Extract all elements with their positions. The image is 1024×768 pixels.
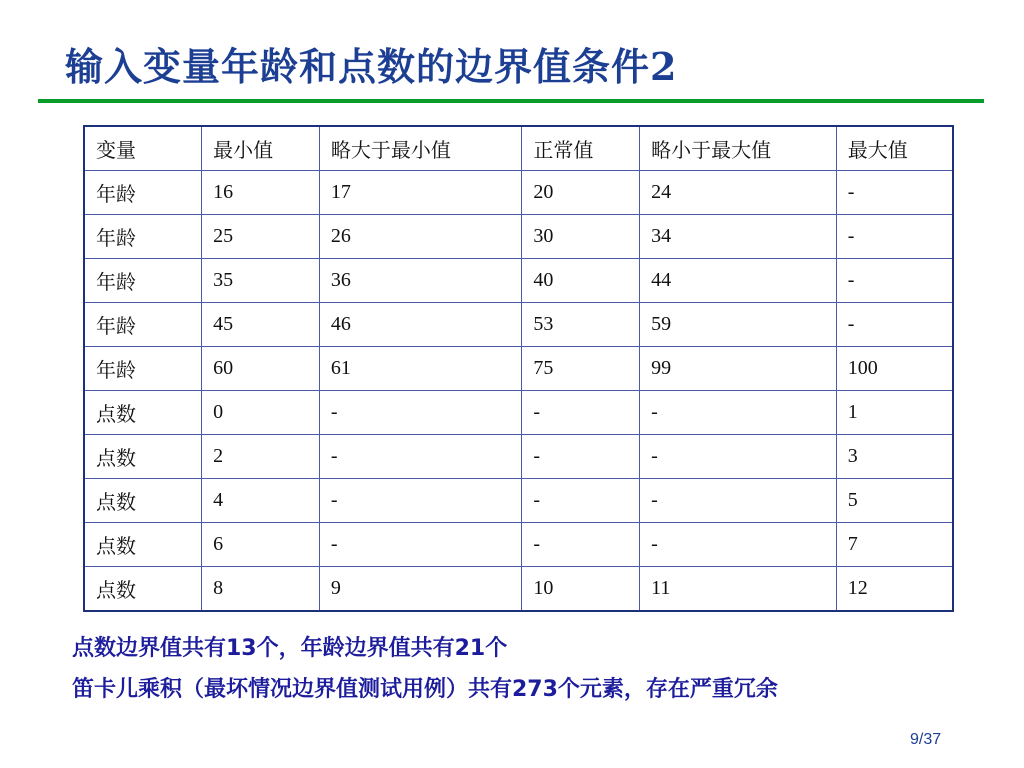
table-cell: 12 xyxy=(836,567,953,612)
table-row xyxy=(84,303,953,347)
table-cell: - xyxy=(522,479,640,523)
table-cell: 点数 xyxy=(84,435,202,479)
table-cell: - xyxy=(640,391,837,435)
table-cell: 53 xyxy=(522,303,640,347)
table-cell: - xyxy=(836,215,953,259)
slide-title: 输入变量年龄和点数的边界值条件2 xyxy=(65,44,678,89)
table-cell: 20 xyxy=(522,171,640,215)
table-row xyxy=(84,391,953,435)
table-cell: - xyxy=(640,435,837,479)
table-cell: 75 xyxy=(522,347,640,391)
note-boundary-count: 点数边界值共有13个，年龄边界值共有21个 xyxy=(72,636,508,661)
table-cell: 点数 xyxy=(84,391,202,435)
header-cell: 正常值 xyxy=(522,126,640,171)
table-cell: 100 xyxy=(836,347,953,391)
table-cell: 年龄 xyxy=(84,347,202,391)
page-number: 9/37 xyxy=(910,731,942,748)
table-cell: 61 xyxy=(319,347,522,391)
table-cell: 35 xyxy=(202,259,320,303)
header-cell: 变量 xyxy=(84,126,202,171)
table-cell: - xyxy=(836,259,953,303)
table-row xyxy=(84,567,953,612)
table-cell: - xyxy=(522,391,640,435)
table-cell: 59 xyxy=(640,303,837,347)
table-body xyxy=(84,171,953,612)
table-cell: 7 xyxy=(836,523,953,567)
table-cell: - xyxy=(836,303,953,347)
table-cell: 年龄 xyxy=(84,303,202,347)
table-cell: 年龄 xyxy=(84,171,202,215)
table-cell: 4 xyxy=(202,479,320,523)
table-cell: 5 xyxy=(836,479,953,523)
table-cell: 17 xyxy=(319,171,522,215)
table-cell: 45 xyxy=(202,303,320,347)
table-cell: 25 xyxy=(202,215,320,259)
table-cell: - xyxy=(522,523,640,567)
table-cell: 46 xyxy=(319,303,522,347)
table-cell: 年龄 xyxy=(84,215,202,259)
title-underline xyxy=(38,99,984,103)
table-cell: - xyxy=(319,479,522,523)
table-cell: 3 xyxy=(836,435,953,479)
table-cell: 16 xyxy=(202,171,320,215)
boundary-value-table xyxy=(83,125,954,612)
table-cell: - xyxy=(319,435,522,479)
table-row xyxy=(84,435,953,479)
table-cell: 6 xyxy=(202,523,320,567)
table-cell: 60 xyxy=(202,347,320,391)
table-row xyxy=(84,215,953,259)
table-cell: 8 xyxy=(202,567,320,612)
table-cell: 2 xyxy=(202,435,320,479)
table-cell: - xyxy=(319,523,522,567)
table-cell: 点数 xyxy=(84,523,202,567)
table-row xyxy=(84,479,953,523)
table-cell: 40 xyxy=(522,259,640,303)
table-cell: - xyxy=(522,435,640,479)
table-cell: 10 xyxy=(522,567,640,612)
table-cell: 44 xyxy=(640,259,837,303)
header-cell: 最小值 xyxy=(202,126,320,171)
table-cell: 99 xyxy=(640,347,837,391)
table-cell: - xyxy=(319,391,522,435)
note-cartesian-product: 笛卡儿乘积（最坏情况边界值测试用例）共有273个元素，存在严重冗余 xyxy=(72,677,778,702)
table-row xyxy=(84,523,953,567)
table-row xyxy=(84,171,953,215)
table-cell: - xyxy=(640,479,837,523)
table-cell: 年龄 xyxy=(84,259,202,303)
table-cell: - xyxy=(836,171,953,215)
table-cell: 1 xyxy=(836,391,953,435)
table-cell: 26 xyxy=(319,215,522,259)
table-cell: 36 xyxy=(319,259,522,303)
table-row xyxy=(84,347,953,391)
table-cell: 24 xyxy=(640,171,837,215)
table-cell: - xyxy=(640,523,837,567)
table-cell: 9 xyxy=(319,567,522,612)
table-cell: 11 xyxy=(640,567,837,612)
table-cell: 点数 xyxy=(84,479,202,523)
table-cell: 34 xyxy=(640,215,837,259)
header-cell: 略大于最小值 xyxy=(319,126,522,171)
table-row xyxy=(84,259,953,303)
table-cell: 30 xyxy=(522,215,640,259)
table-cell: 0 xyxy=(202,391,320,435)
header-cell: 最大值 xyxy=(836,126,953,171)
header-cell: 略小于最大值 xyxy=(640,126,837,171)
table-cell: 点数 xyxy=(84,567,202,612)
table-header-row xyxy=(84,126,953,171)
